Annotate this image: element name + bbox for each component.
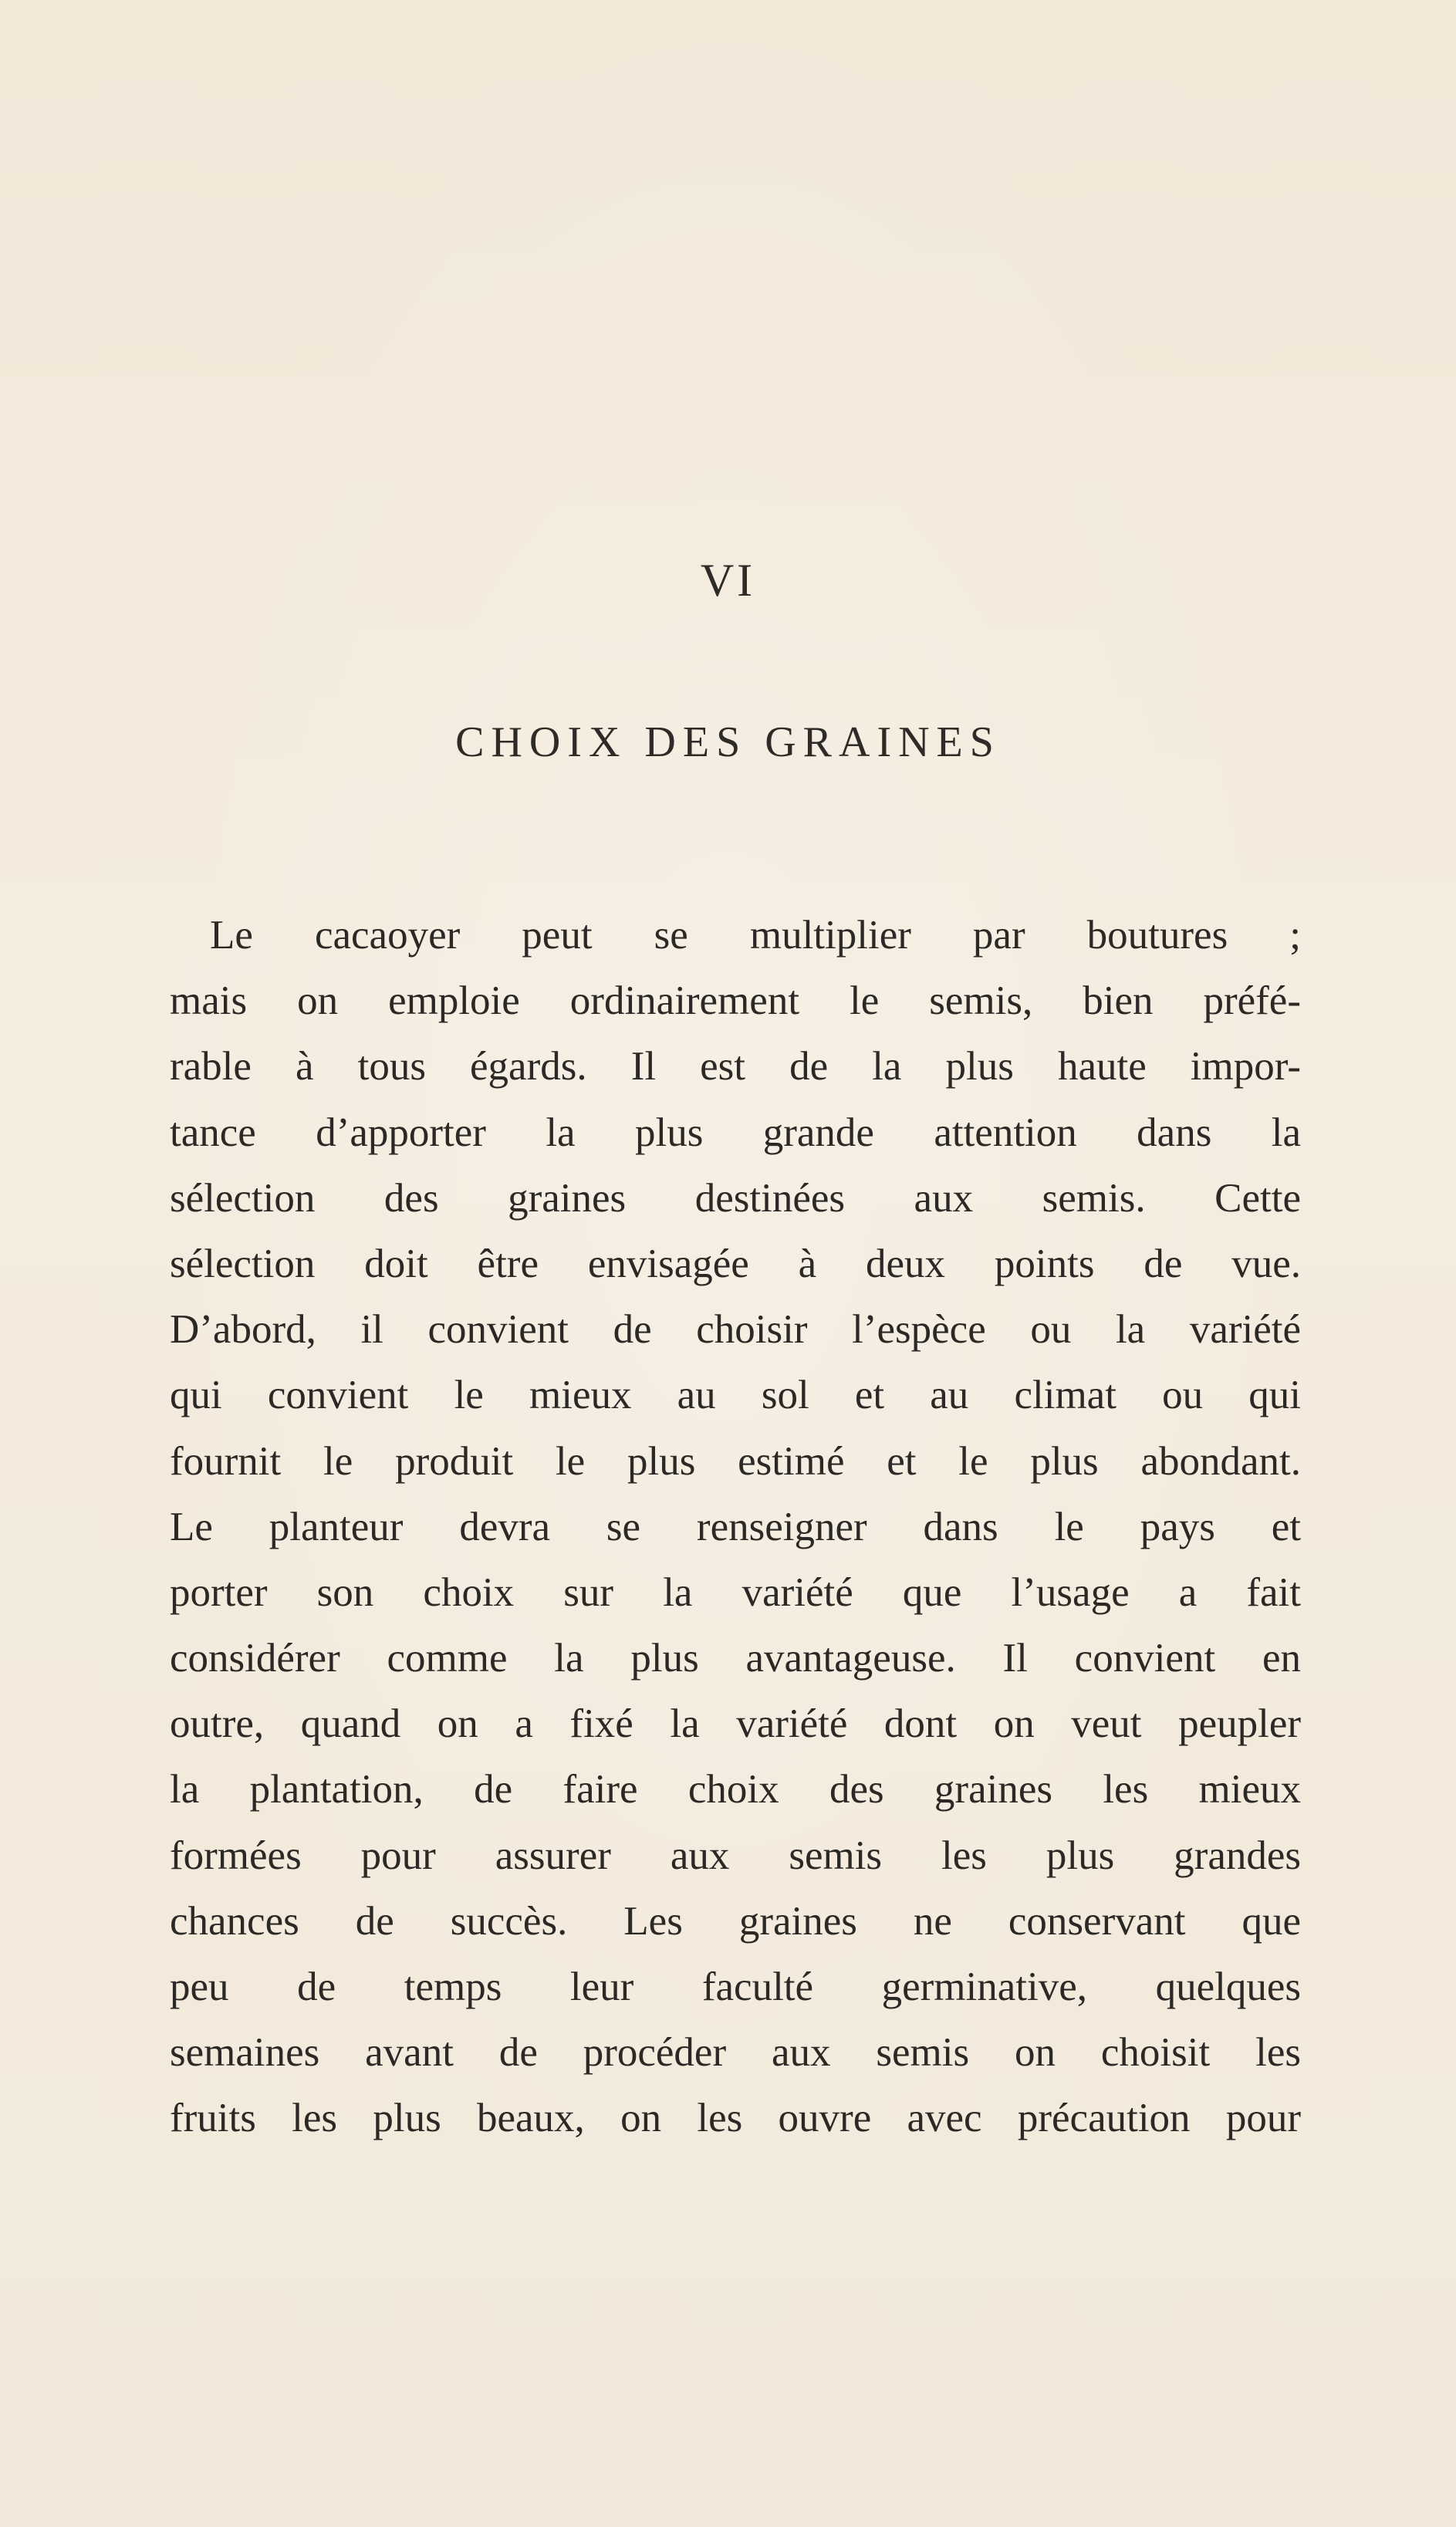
text-line: sélection des graines destinées aux semis. Cette bbox=[170, 1175, 1301, 1221]
text-line: qui convient le mieux au sol et au climat ou qui bbox=[170, 1373, 1301, 1418]
text-line: chances de succès. Les graines ne conservant que bbox=[170, 1898, 1301, 1944]
text-line: peu de temps leur faculté germinative, quelques bbox=[170, 1965, 1301, 2009]
text-line: la plantation, de faire choix des graines les mieux bbox=[170, 1767, 1301, 1812]
text-line: rable à tous égards. Il est de la plus haute impor- bbox=[170, 1044, 1301, 1090]
text-line: Le cacaoyer peut se multiplier par boutures ; bbox=[210, 913, 1301, 958]
text-line: porter son choix sur la variété que l’usage a fait bbox=[170, 1569, 1301, 1615]
text-line: fruits les plus beaux, on les ouvre avec précaution pour bbox=[170, 2096, 1301, 2141]
chapter-number: VI bbox=[700, 555, 756, 606]
text-line: formées pour assurer aux semis les plus grandes bbox=[170, 1833, 1301, 1878]
text-line: D’abord, il convient de choisir l’espèce ou la variété bbox=[170, 1307, 1301, 1353]
text-line: fournit le produit le plus estimé et le plus abondant. bbox=[170, 1438, 1301, 1484]
chapter-title: CHOIX DES GRAINES bbox=[455, 718, 1001, 766]
text-line: considérer comme la plus avantageuse. Il convient en bbox=[170, 1636, 1301, 1681]
text-line: Le planteur devra se renseigner dans le pays et bbox=[170, 1504, 1301, 1549]
body-paragraph bbox=[170, 903, 1301, 2152]
text-line: sélection doit être envisagée à deux points de vue. bbox=[170, 1241, 1301, 1286]
text-line: mais on emploie ordinairement le semis, bien préfé- bbox=[170, 978, 1301, 1024]
text-line: tance d’apporter la plus grande attention dans la bbox=[170, 1110, 1301, 1155]
text-line: outre, quand on a fixé la variété dont on veut peupler bbox=[170, 1701, 1301, 1747]
text-line: semaines avant de procéder aux semis on choisit les bbox=[170, 2030, 1301, 2076]
